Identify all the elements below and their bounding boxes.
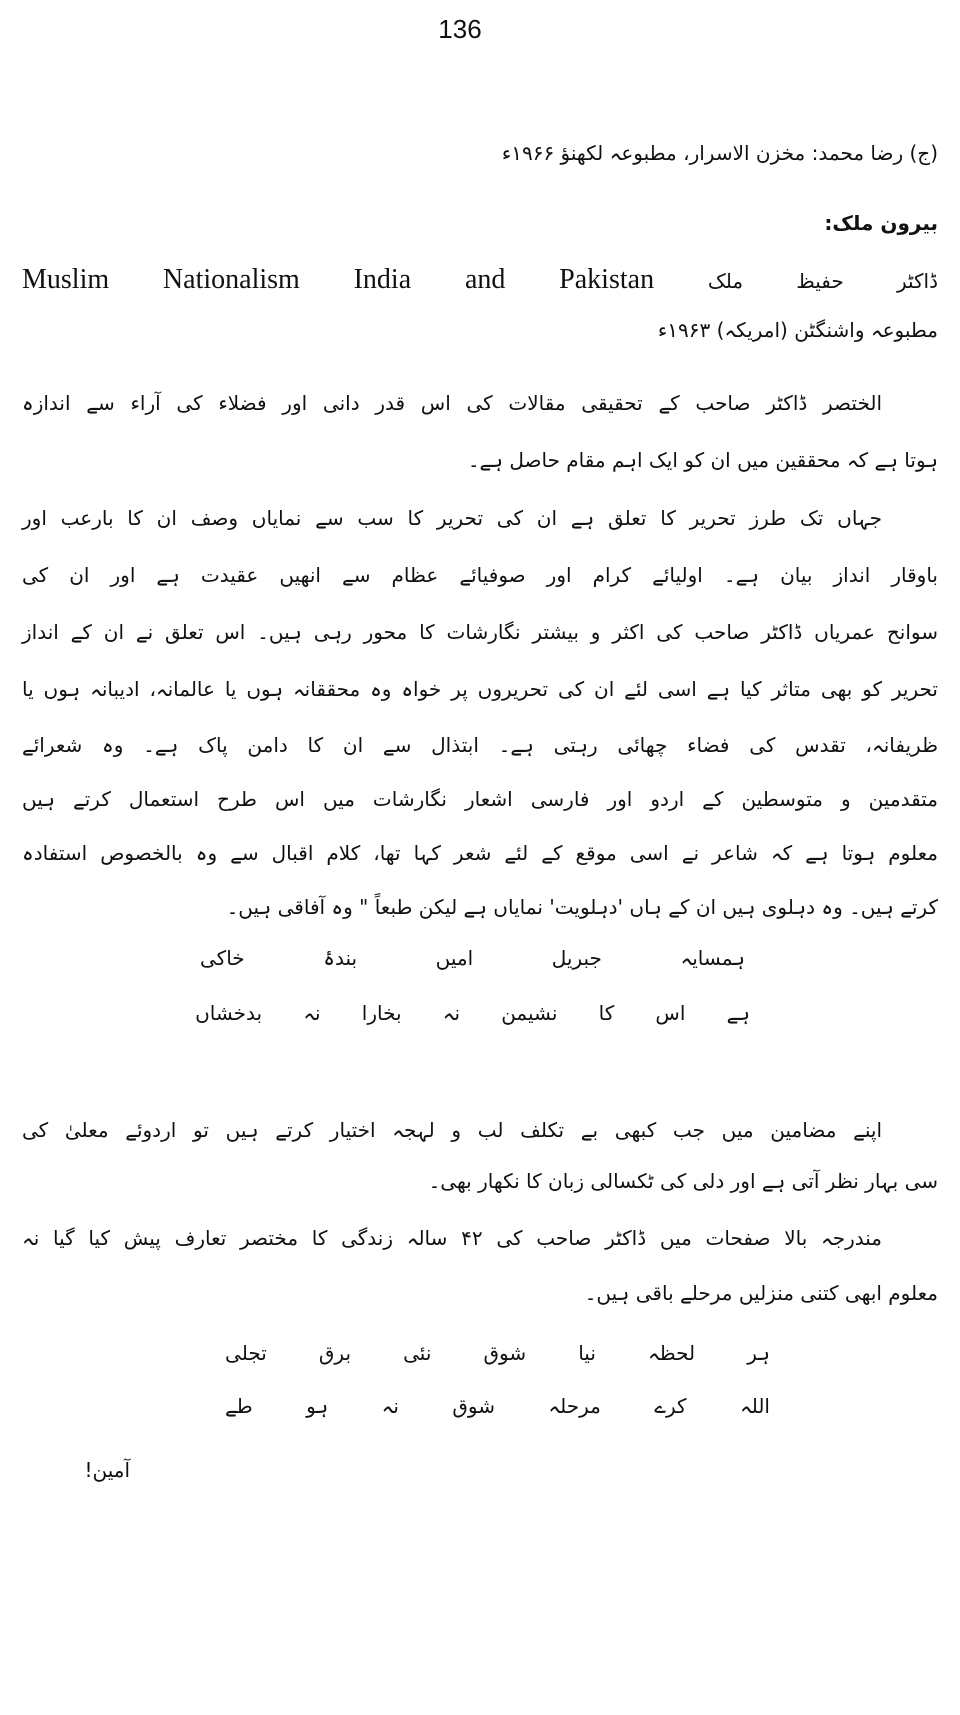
english-title: Muslim Nationalism India and Pakistan <box>22 264 655 295</box>
verse-line <box>225 1335 770 1371</box>
verse-word: نہ <box>442 1001 461 1025</box>
publication: مطبوعہ واشنگٹن (امریکہ) ۱۹۶۳ء <box>657 318 938 342</box>
verse-word: امیں <box>435 946 474 970</box>
verse-line <box>200 940 745 976</box>
verse-word: شوق <box>452 1394 495 1418</box>
verse-word: ہے <box>726 1001 750 1025</box>
paragraph-line: باوقار انداز بیان ہے۔ اولیائے کرام اور صوفیائے عظام سے انھیں عقیدت ہے اور ان کی <box>22 563 938 587</box>
paragraph-line: تحریر کو بھی متاثر کیا ہے اسی لئے ان کی تحریروں پر خواہ وہ محققانہ ہوں یا عالمانہ، ادیبانہ ہوں یا <box>22 677 938 701</box>
paragraph-line: مندرجہ بالا صفحات میں ڈاکٹر صاحب کی ۴۲ سالہ زندگی کا مختصر تعارف پیش کیا گیا نہ <box>22 1226 882 1250</box>
verse-word: ہو <box>306 1394 329 1418</box>
paragraph-line: اپنے مضامین میں جب کبھی بے تکلف لب و لہجہ اختیار کرتے ہیں تو اردوئے معلیٰ کی <box>22 1118 882 1142</box>
paragraph-line: الختصر ڈاکٹر صاحب کے تحقیقی مقالات کی اس قدر دانی اور فضلاء کی آراء سے اندازہ <box>22 391 882 415</box>
verse-word: بندۂ <box>323 946 358 970</box>
paragraph-line: ہوتا ہے کہ محققین میں ان کو ایک اہم مقام حاصل ہے۔ <box>467 448 938 472</box>
foreign-reference <box>22 258 938 303</box>
page-number: 136 <box>438 14 482 44</box>
verse-word: برق <box>318 1341 352 1365</box>
verse-word: شوق <box>483 1341 527 1365</box>
paragraph-line: کرتے ہیں۔ وہ دہلوی ہیں ان کے ہاں 'دہلویت' نمایاں ہے لیکن طبعاً " وہ آفاقی ہیں۔ <box>226 895 938 919</box>
verse-word: نہ <box>303 1001 321 1025</box>
paragraph-line: معلوم ابھی کتنی منزلیں مرحلے باقی ہیں۔ <box>584 1281 938 1305</box>
reference-c: (ج) رضا محمد: مخزن الاسرار، مطبوعہ لکھنؤ ۱۹۶۶ء <box>501 141 938 165</box>
verse-word: بدخشاں <box>195 1001 263 1025</box>
verse-line <box>225 1388 770 1424</box>
verse-word: تجلی <box>225 1341 267 1365</box>
paragraph-line: ظریفانہ، تقدس کی فضاء چھائی رہتی ہے۔ ابتذال سے ان کا دامن پاک ہے۔ وہ شعرائے <box>22 733 938 757</box>
verse-word: طے <box>225 1394 253 1418</box>
paragraph-line: متقدمین و متوسطین کے اردو اور فارسی اشعار نگارشات میں اس طرح استعمال کرتے ہیں <box>22 787 938 811</box>
paragraph-line: جہاں تک طرز تحریر کا تعلق ہے ان کی تحریر کا سب سے نمایاں وصف ان کا بارعب اور <box>22 506 882 530</box>
verse-word: کرے <box>654 1394 687 1418</box>
verse-word: نیا <box>578 1341 596 1365</box>
verse-word: اس <box>655 1001 686 1025</box>
verse-word: اللہ <box>740 1394 770 1418</box>
verse-word: جبریل <box>551 946 602 970</box>
paragraph-line: سی بہار نظر آتی ہے اور دلی کی ٹکسالی زبان کا نکھار بھی۔ <box>428 1169 938 1193</box>
verse-word: لحظہ <box>648 1341 696 1365</box>
verse-word: ہر <box>747 1341 770 1365</box>
verse-word: مرحلہ <box>548 1394 601 1418</box>
verse-word: نئی <box>403 1341 432 1365</box>
abroad-heading: بیرون ملک: <box>824 211 938 235</box>
closing-amen: آمین! <box>84 1458 130 1482</box>
verse-word: خاکی <box>200 946 245 970</box>
verse-word: بخارا <box>361 1001 402 1025</box>
paragraph-line: معلوم ہوتا ہے کہ شاعر نے اسی موقع کے لئے شعر کہا تھا، کلام اقبال سے وہ بالخصوص استفادہ <box>22 841 938 865</box>
author: ڈاکٹر حفیظ ملک <box>707 269 939 293</box>
verse-word: نشیمن <box>501 1001 558 1025</box>
paragraph-line: سوانح عمریاں ڈاکٹر صاحب کی اکثر و بیشتر نگارشات کا محور رہی ہیں۔ اس تعلق نے ان کے انداز <box>22 620 938 644</box>
verse-word: ہمسایہ <box>680 946 745 970</box>
verse-line <box>195 995 750 1031</box>
verse-word: نہ <box>381 1394 399 1418</box>
verse-word: کا <box>598 1001 615 1025</box>
